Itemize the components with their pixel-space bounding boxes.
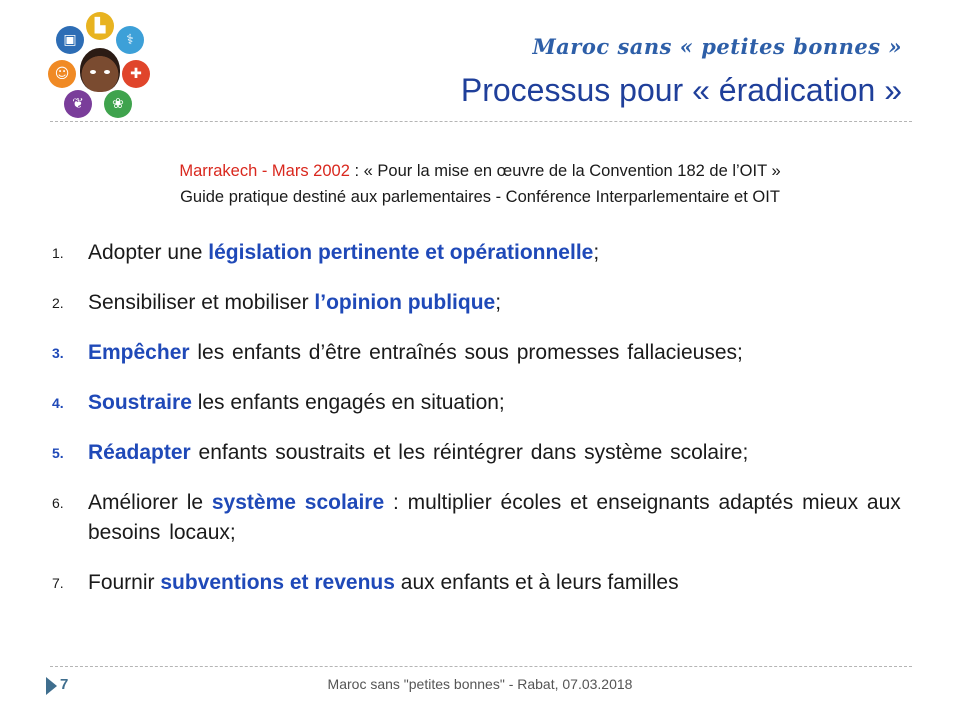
reference-place-date: Marrakech - Mars 2002 [179, 162, 350, 180]
list-item [52, 288, 914, 318]
item-highlight: l’opinion publique [314, 291, 496, 314]
item-number: 2. [52, 295, 64, 311]
slide-subtitle: Maroc sans « petites bonnes » [532, 34, 902, 59]
item-text [88, 338, 914, 368]
list-item [52, 438, 914, 468]
item-text-post: les enfants engagés en situation; [191, 391, 505, 414]
item-text [88, 488, 914, 548]
reference-block [0, 158, 960, 210]
item-number: 4. [52, 395, 64, 411]
item-number: 1. [52, 245, 64, 261]
header-divider [50, 121, 912, 122]
logo [44, 10, 154, 122]
item-text-post: ; [593, 241, 600, 264]
item-text-pre: Améliorer le [88, 491, 212, 514]
item-text-pre: Fournir [88, 571, 161, 594]
item-text [88, 388, 914, 418]
list-item [52, 388, 914, 418]
item-text [88, 238, 914, 268]
bottles-icon: ▙ [86, 12, 114, 40]
reference-convention: : « Pour la mise en œuvre de la Convention 182 de l’OIT » [349, 162, 781, 180]
item-text-post: ; [495, 291, 502, 314]
list-item [52, 238, 914, 268]
item-text [88, 568, 914, 598]
stethoscope-icon: ⚕ [116, 26, 144, 54]
item-number: 6. [52, 495, 64, 511]
reference-line-2: Guide pratique destiné aux parlementaires - Conférence Interparlementaire et OIT [180, 188, 780, 206]
item-highlight: Soustraire [88, 391, 192, 414]
cross-icon: ✚ [122, 60, 150, 88]
action-list [52, 238, 914, 618]
item-highlight: législation pertinente et opérationnelle [208, 241, 594, 264]
footer-divider [50, 666, 912, 667]
item-highlight: Réadapter [88, 441, 191, 464]
item-number: 7. [52, 575, 64, 591]
slide-title: Processus pour « éradication » [460, 72, 902, 108]
item-number: 3. [52, 345, 64, 361]
child-face-icon [80, 48, 120, 92]
family-icon: ❀ [104, 90, 132, 118]
reference-line-1 [0, 158, 960, 184]
item-number: 5. [52, 445, 64, 461]
footer-text: Maroc sans "petites bonnes" - Rabat, 07.03.2018 [327, 676, 633, 692]
page-number: 7 [60, 676, 69, 693]
item-text-post: aux enfants et à leurs familles [394, 571, 679, 594]
item-text-post: : multiplier écoles et enseignants adaptés mieux aux besoins locaux; [88, 491, 901, 544]
dove-icon: ❦ [64, 90, 92, 118]
item-highlight: subventions et revenus [160, 571, 395, 594]
item-highlight: Empêcher [88, 341, 190, 364]
list-item [52, 568, 914, 598]
item-text-post: enfants soustraits et les réintégrer dans système scolaire; [190, 441, 749, 464]
item-text-pre: Adopter une [88, 241, 209, 264]
item-highlight: système scolaire [211, 491, 385, 514]
computer-icon: ▣ [56, 26, 84, 54]
item-text [88, 288, 914, 318]
item-text [88, 438, 914, 468]
item-text-pre: Sensibiliser et mobiliser [88, 291, 315, 314]
list-item [52, 338, 914, 368]
list-item [52, 488, 914, 548]
item-text-post: les enfants d’être entraînés sous promesses fallacieuses; [189, 341, 743, 364]
person-icon: ☺ [48, 60, 76, 88]
